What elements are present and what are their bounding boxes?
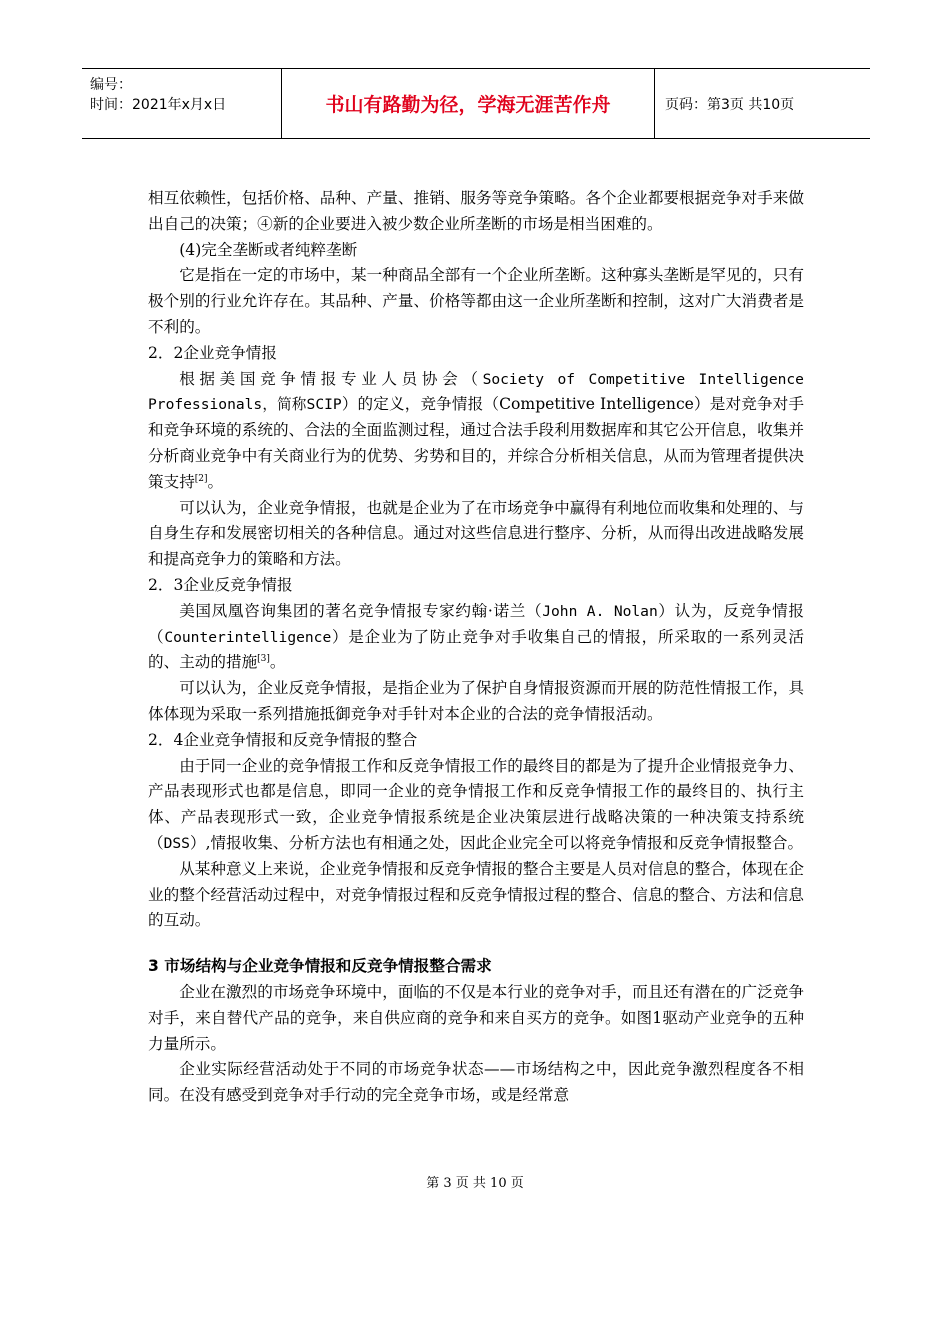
text: 。 xyxy=(207,472,224,491)
reference-2: [2] xyxy=(194,473,208,484)
paragraph-monopoly: 它是指在一定的市场中，某一种商品全部有一个企业所垄断。这种寡头垄断是罕见的，只有极个别的行业允许存在。其品种、产量、价格等都由这一企业所垄断和控制，这对广大消费者是不利的。 xyxy=(148,266,804,336)
text-en: John A. Nolan xyxy=(542,602,658,620)
text: 由于同一企业的竞争情报工作和反竞争情报工作的最终目的都是为了提升企业情报竞争力、产品表现形式也都是信息，即同一企业的竞争情报工作和反竞争情报工作的最终目的、执行主体、产品表现形式一致，企业竞争情报系统是企业决策层进行战略决策的一种决策支持系统（ xyxy=(148,756,804,852)
section-3-title: 3 市场结构与企业竞争情报和反竞争情报整合需求 xyxy=(148,957,492,976)
reference-3: [3] xyxy=(257,654,270,665)
paragraph-ci-summary: 可以认为，企业竞争情报，也就是企业为了在市场竞争中赢得有利地位而收集和处理的、与自身生存和发展密切相关的各种信息。通过对这些信息进行整序、分析，从而得出改进战略发展和提高竞争力的策略和方法。 xyxy=(148,498,804,569)
paragraph-cci-definition xyxy=(148,599,804,676)
text-en: Society of Competitive Intelligence Professionals，简称SCIP xyxy=(148,370,804,414)
header-motto: 书山有路勤为径，学海无涯苦作舟 xyxy=(282,69,655,138)
text: 。 xyxy=(269,653,286,672)
section-2-3-title: 2．3企业反竞争情报 xyxy=(148,575,293,594)
header-page-info: 页码：第3页 共10页 xyxy=(665,96,795,113)
text: 根据美国竞争情报专业人员协会（ xyxy=(179,369,483,388)
text: ）是企业为了防止竞争对手收集自己的情报，所采取的一系列灵活的、主动的措施 xyxy=(148,627,804,672)
paragraph-continued: 相互依赖性，包括价格、品种、产量、推销、服务等竞争策略。各个企业都要根据竞争对手来做出自己的决策；④新的企业要进入被少数企业所垄断的市场是相当困难的。 xyxy=(148,189,804,233)
time-label: 时间：2021年x月x日 xyxy=(90,97,227,113)
page-footer: 第 3 页 共 10 页 xyxy=(426,1176,524,1191)
page-header xyxy=(82,68,870,139)
paragraph-integration-meaning: 从某种意义上来说，企业竞争情报和反竞争情报的整合主要是人员对信息的整合，体现在企业的整个经营活动过程中，对竞争情报过程和反竞争情报过程的整合、信息的整合、方法和信息的互动。 xyxy=(148,859,804,930)
text-en: Counterintelligence xyxy=(164,628,332,646)
section-2-2-title: 2．2企业竞争情报 xyxy=(148,343,277,362)
paragraph-competition-env: 企业在激烈的市场竞争环境中，面临的不仅是本行业的竞争对手，而且还有潜在的广泛竞争对手，来自替代产品的竞争，来自供应商的竞争和来自买方的竞争。如图1驱动产业竞争的五种力量所示。 xyxy=(148,982,804,1053)
paragraph-integration xyxy=(148,754,804,857)
serial-label: 编号： xyxy=(90,77,132,93)
document-body xyxy=(148,186,804,1109)
text: ）认为，反竞争情报（ xyxy=(148,601,804,646)
text-en: DSS xyxy=(163,834,190,852)
text: ）的定义，竞争情报（Competitive Intelligence）是对竞争对手和竞争环境的系统的、合法的全面监测过程，通过合法手段利用数据库和其它公开信息，收集并分析商业竞争中有关商业行为的优势、劣势和目的，并综合分析相关信息，从而为管理者提供决策支持 xyxy=(148,395,804,491)
text: ）,情报收集、分析方法也有相通之处，因此企业完全可以将竞争情报和反竞争情报整合。 xyxy=(189,833,804,852)
subheading-monopoly: (4)完全垄断或者纯粹垄断 xyxy=(179,240,358,259)
paragraph-market-structure: 企业实际经营活动处于不同的市场竞争状态——市场结构之中，因此竞争激烈程度各不相同。在没有感受到竞争对手行动的完全竞争市场，或是经常意 xyxy=(148,1060,804,1105)
section-2-4-title: 2．4企业竞争情报和反竞争情报的整合 xyxy=(148,730,418,749)
header-meta xyxy=(82,69,282,138)
paragraph-cci-summary: 可以认为，企业反竞争情报，是指企业为了保护自身情报资源而开展的防范性情报工作，具体体现为采取一系列措施抵御竞争对手针对本企业的合法的竞争情报活动。 xyxy=(148,679,804,723)
text: 美国凤凰咨询集团的著名竞争情报专家约翰·诺兰（ xyxy=(179,601,543,620)
paragraph-ci-definition xyxy=(148,367,804,496)
